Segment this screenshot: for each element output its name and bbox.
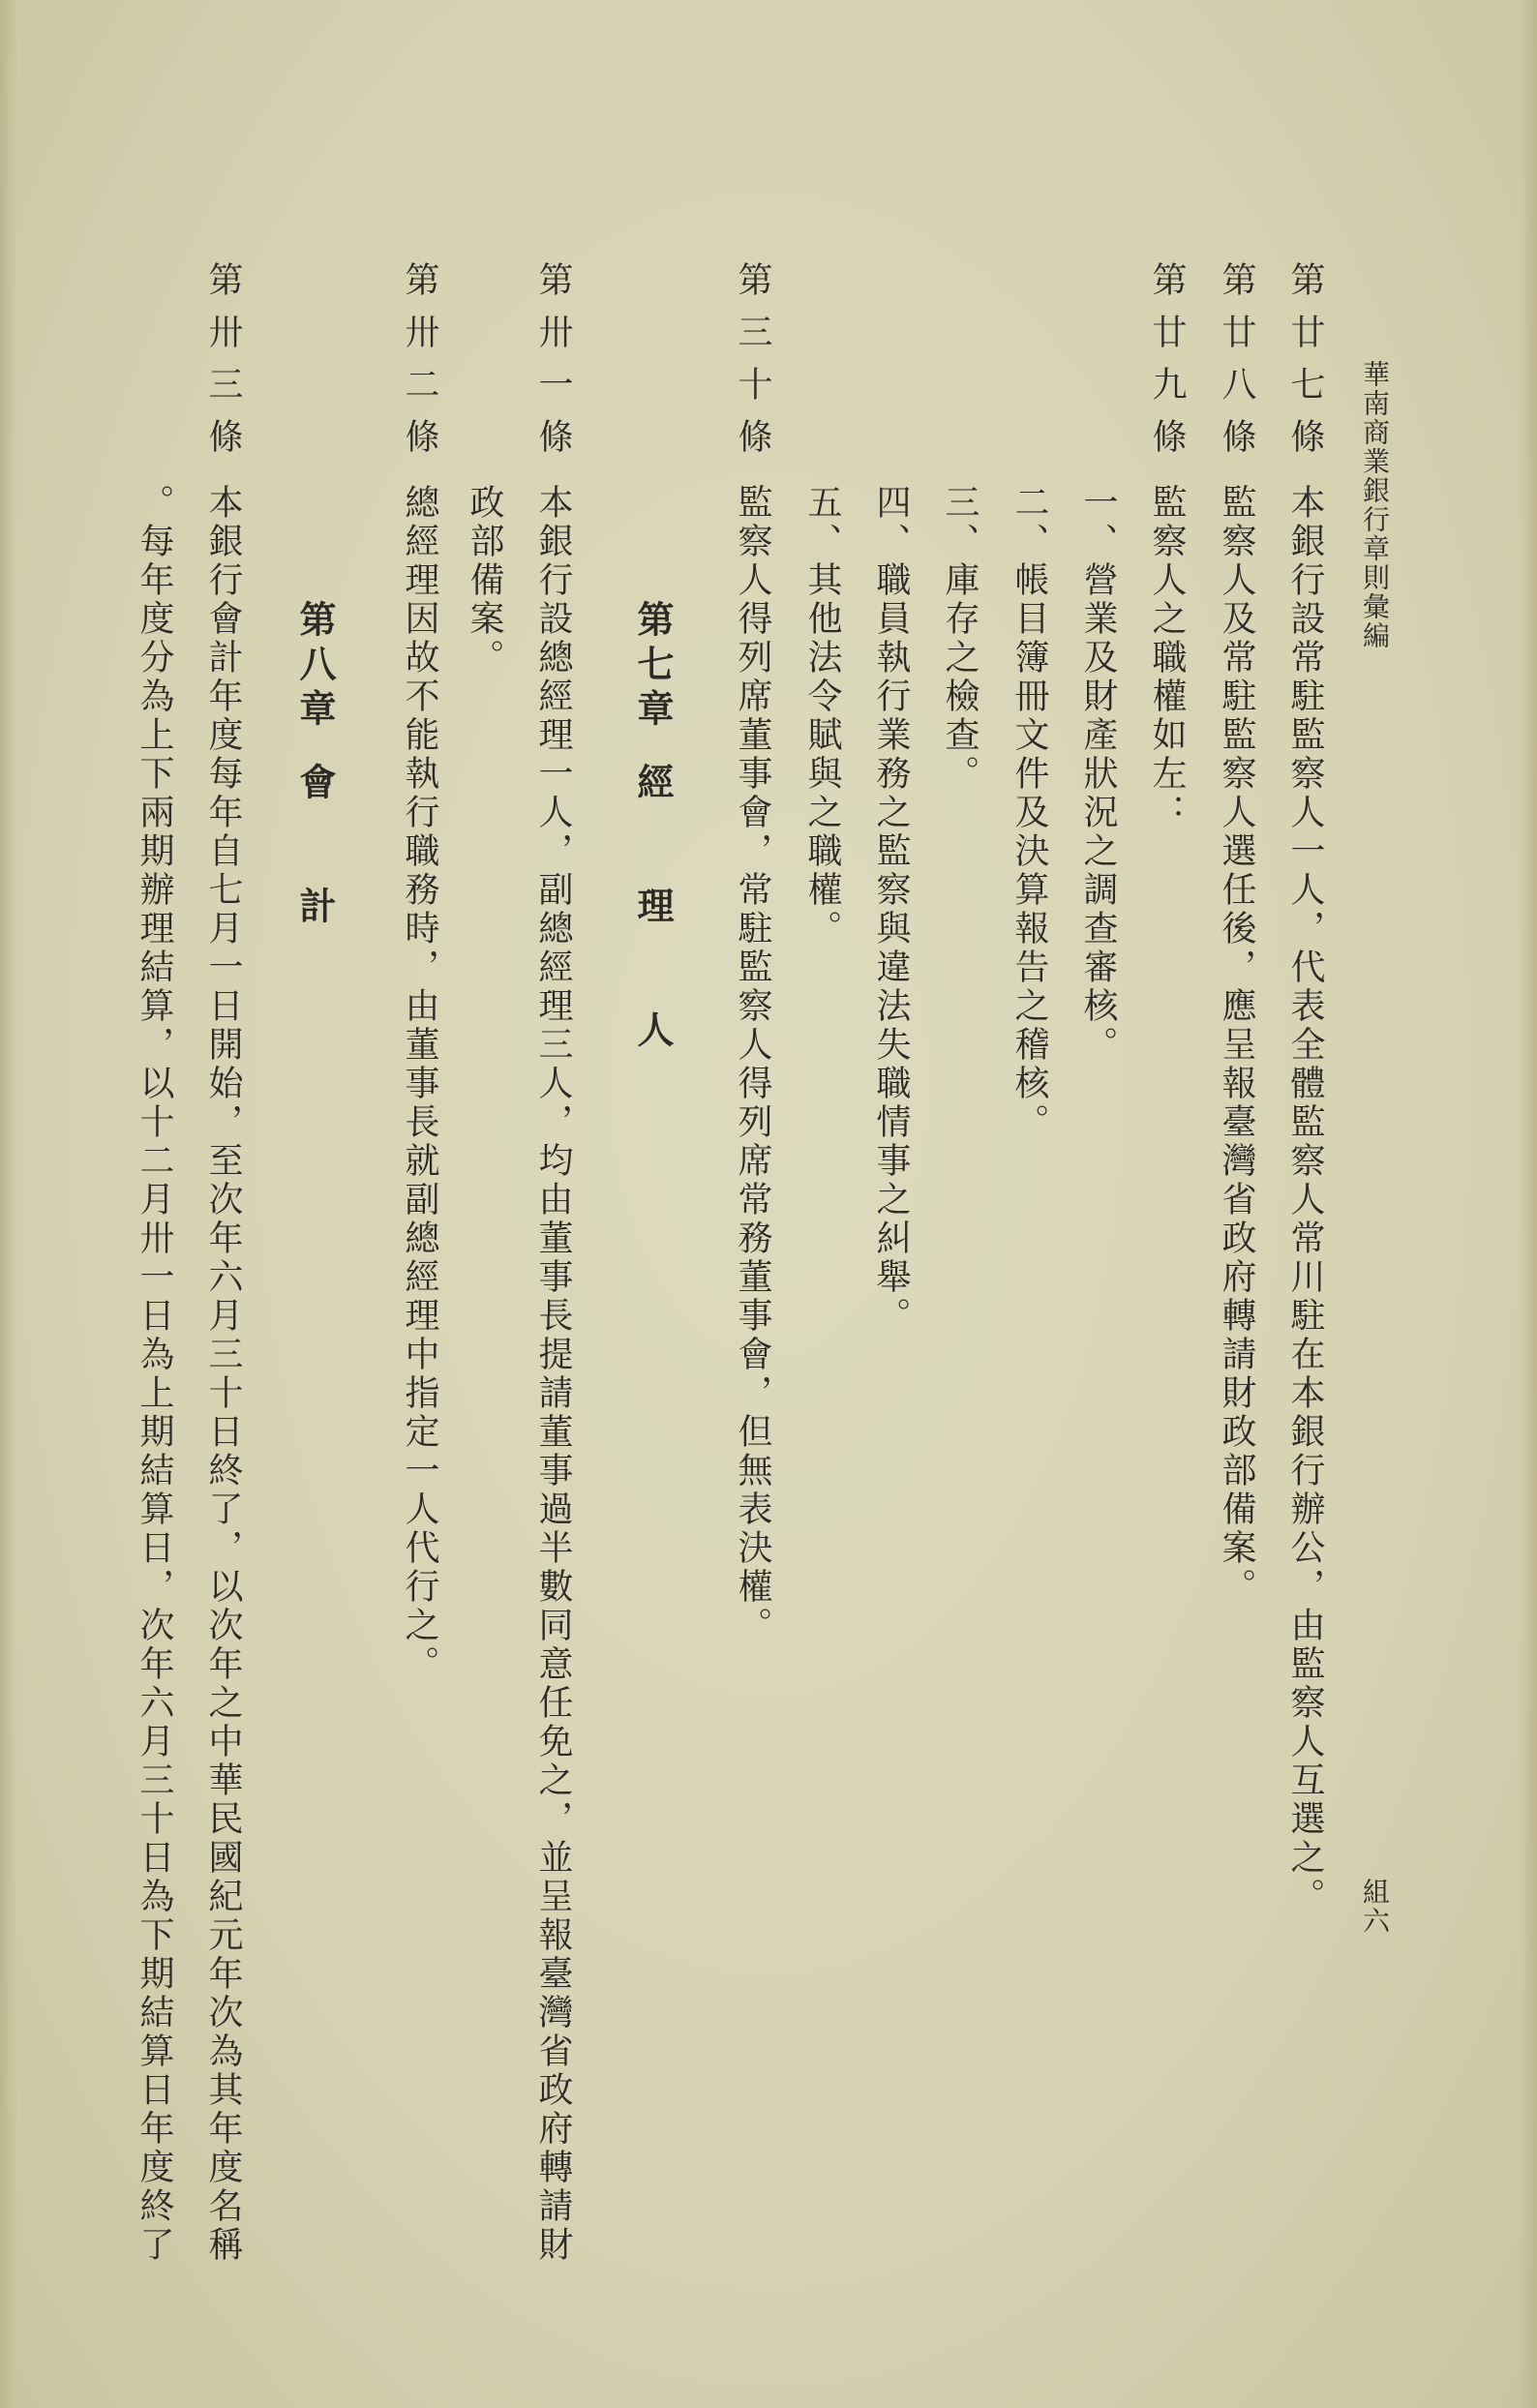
chapter-number: 第八章 bbox=[293, 600, 337, 734]
list-item: 三、庫存之檢查。 bbox=[940, 484, 979, 794]
article-label: 第卅二條 bbox=[400, 261, 439, 470]
article-33 bbox=[201, 261, 244, 2265]
article-label: 第卅三條 bbox=[203, 261, 243, 470]
article-text: 本銀行設總經理一人，副總經理三人，均由董事長提請董事過半數同意任免之，並呈報臺灣省政府轉請財 bbox=[533, 484, 573, 2265]
article-label: 第廿七條 bbox=[1285, 261, 1325, 470]
list-item: 二、帳目簿冊文件及決算報告之稽核。 bbox=[1010, 484, 1049, 1142]
article-label: 第廿八條 bbox=[1217, 261, 1256, 470]
article-33-continued: 。每年度分為上下兩期辦理結算，以十二月卅一日為上期結算日，次年六月三十日為下期結算日年度終了 bbox=[135, 484, 174, 2265]
article-32 bbox=[398, 261, 440, 1684]
article-27 bbox=[1283, 261, 1326, 1916]
article-label: 第卅一條 bbox=[533, 261, 573, 470]
chapter-7-heading bbox=[631, 600, 674, 1134]
article-text: 監察人及常駐監察人選任後，應呈報臺灣省政府轉請財政部備案。 bbox=[1217, 484, 1256, 1607]
article-text: 本銀行會計年度每年自七月一日開始，至次年六月三十日終了，以次年之中華民國紀元年次為其年度名稱 bbox=[203, 484, 243, 2265]
article-text: 監察人得列席董事會，常駐監察人得列席常務董事會，但無表決權。 bbox=[733, 484, 772, 1645]
article-label: 第三十條 bbox=[733, 261, 772, 470]
page-edge bbox=[1520, 0, 1537, 2408]
article-label: 第廿九條 bbox=[1147, 261, 1187, 470]
article-text: 本銀行設常駐監察人一人，代表全體監察人常川駐在本銀行辦公，由監察人互選之。 bbox=[1285, 484, 1325, 1916]
article-text: 監察人之職權如左： bbox=[1147, 484, 1187, 832]
article-29 bbox=[1145, 261, 1188, 832]
list-item: 五、其他法令賦與之職權。 bbox=[802, 484, 842, 948]
list-item: 一、營業及財產狀況之調查審核。 bbox=[1078, 484, 1118, 1065]
chapter-8-heading bbox=[293, 600, 336, 1010]
article-31-continued: 政部備案。 bbox=[465, 484, 504, 677]
list-item: 四、職員執行業務之監察與違法失職情事之糾舉。 bbox=[871, 484, 911, 1336]
chapter-name: 經理人 bbox=[631, 763, 675, 1134]
running-header: 華南商業銀行章則彙編 bbox=[1359, 360, 1391, 650]
chapter-name: 會計 bbox=[293, 763, 337, 1010]
page-edge bbox=[0, 0, 17, 2408]
article-28 bbox=[1215, 261, 1257, 1607]
page-number: 組六 bbox=[1359, 1878, 1391, 1936]
article-text: 總經理因故不能執行職務時，由董事長就副總經理中指定一人代行之。 bbox=[400, 484, 439, 1684]
article-30 bbox=[731, 261, 773, 1645]
chapter-number: 第七章 bbox=[631, 600, 675, 734]
article-31 bbox=[531, 261, 574, 2265]
